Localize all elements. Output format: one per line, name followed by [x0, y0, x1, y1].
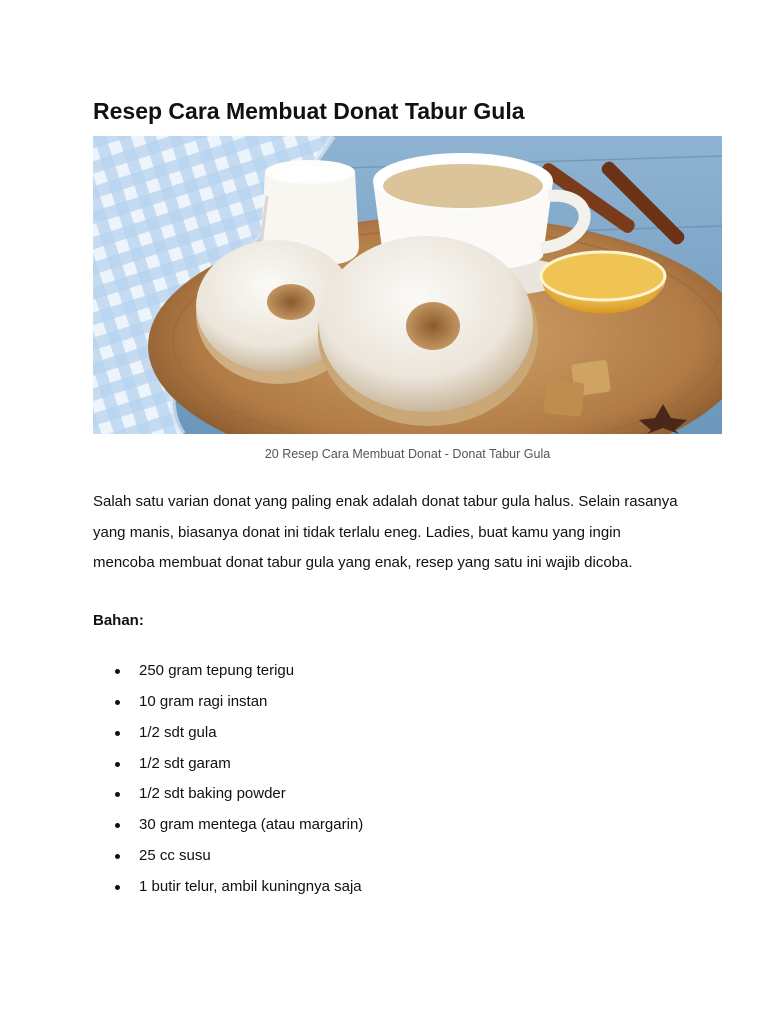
bullet-icon — [115, 823, 120, 828]
bullet-icon — [115, 700, 120, 705]
ingredient-text: 1 butir telur, ambil kuningnya saja — [139, 877, 362, 895]
list-item — [93, 784, 722, 815]
bullet-icon — [115, 731, 120, 736]
bullet-icon — [115, 669, 120, 674]
ingredient-text: 25 cc susu — [139, 846, 211, 864]
list-item — [93, 723, 722, 754]
list-item — [93, 692, 722, 723]
bullet-icon — [115, 854, 120, 859]
donut-photo — [93, 136, 722, 434]
bullet-icon — [115, 792, 120, 797]
list-item — [93, 661, 722, 692]
ingredient-text: 1/2 sdt gula — [139, 723, 217, 741]
ingredient-text: 250 gram tepung terigu — [139, 662, 295, 680]
bullet-icon — [115, 762, 120, 767]
ingredient-text: 1/2 sdt baking powder — [139, 785, 286, 803]
ingredient-text: 30 gram mentega (atau margarin) — [139, 816, 364, 834]
article — [93, 96, 722, 907]
ingredient-text: 10 gram ragi instan — [139, 692, 268, 710]
intro-paragraph: Salah satu varian donat yang paling enak adalah donat tabur gula halus. Selain rasanya yang manis, biasanya donat ini tidak terlalu eneg. Ladies, buat kamu yang ingin mencoba membuat donat tabur gula yang enak, resep yang satu ini wajib dicoba. — [93, 493, 678, 572]
list-item — [93, 846, 722, 877]
ingredient-text: 1/2 sdt garam — [139, 754, 231, 772]
ingredients-heading: Bahan: — [93, 612, 144, 630]
image-caption: 20 Resep Cara Membuat Donat - Donat Tabur Gula — [264, 447, 551, 461]
list-item — [93, 877, 722, 908]
article-title: Resep Cara Membuat Donat Tabur Gula — [93, 98, 525, 124]
ingredients-list — [93, 661, 722, 907]
bullet-icon — [115, 885, 120, 890]
list-item — [93, 815, 722, 846]
list-item — [93, 754, 722, 785]
